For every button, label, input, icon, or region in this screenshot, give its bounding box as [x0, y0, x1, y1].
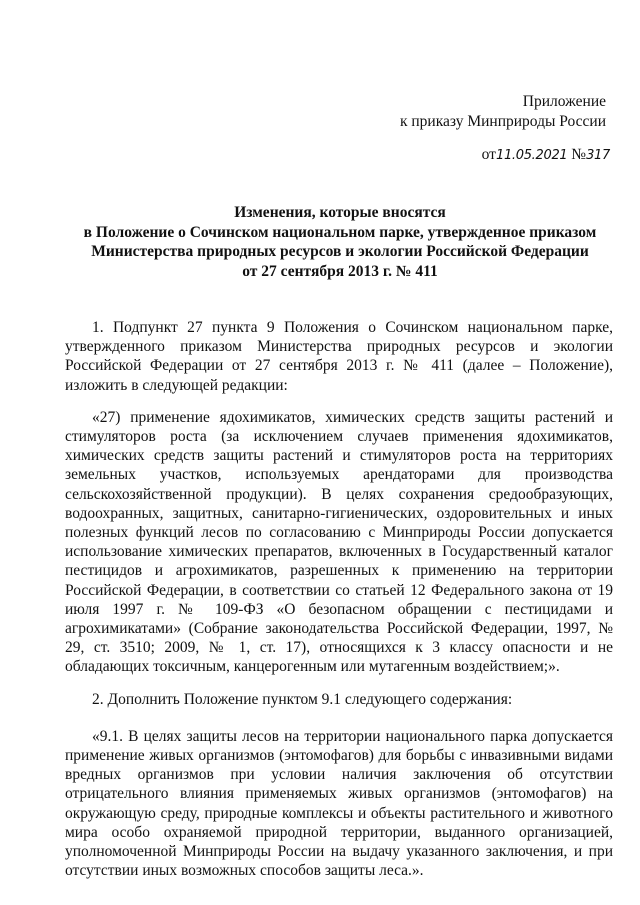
attachment-header	[400, 92, 606, 132]
item-1-paragraph: 1. Подпункт 27 пункта 9 Положения о Сочинском национальном парке, утвержденного приказом Министерства природных ресурсов и экологии Российской Федерации от 27 сентября 2013 г. № 411 (далее – Положение), изложить в следующей редакции:	[65, 319, 613, 394]
attachment-line-1: Приложение	[522, 93, 606, 110]
order-reference	[482, 146, 610, 164]
order-ref-prefix: от	[481, 146, 496, 163]
item-2-quote-paragraph: «9.1. В целях защиты лесов на территории национального парка допускается применение живых организмов (энтомофагов) для борьбы с инвазивными видами вредных организмов при условии наличия заключения об отсутствии отрицательного влияния применяемых живых организмов (энтомофагов) на окружающую среду, природные комплексы и объекты растительного и животного мира особо охраняемой природной территории, выданного организацией, уполномоченной Минприроды России на выдачу указанного заключения, и при отсутствии иных возможных способов защиты леса.».	[65, 727, 613, 880]
item-1-quote-paragraph: «27) применение ядохимикатов, химических средств защиты растений и стимуляторов роста (за исключением случаев применения ядохимикатов, химических средств защиты растений и стимуляторов роста на территориях земельных участков, используемых арендаторами для производства сельскохозяйственной продукции). В целях сохранения средообразующих, водоохранных, защитных, санитарно-гигиенических, оздоровительных и иных полезных функций лесов по согласованию с Минприроды России допускается использование химических препаратов, включенных в Государственный каталог пестицидов и агрохимикатов, разрешенных к применению на территории Российской Федерации, в соответствии со статьей 12 Федерального закона от 19 июля 1997 г. № 109-ФЗ «О безопасном обращении с пестицидами и агрохимикатами» (Собрание законодательства Российской Федерации, 1997, № 29, ст. 3510; 2009, № 1, ст. 17), относящихся к 3 классу опасности и не обладающих токсичным, канцерогенным или мутагенным воздействием;».	[65, 408, 613, 676]
order-number-prefix: №	[571, 146, 587, 163]
title-line-3: Министерства природных ресурсов и экологии Российской Федерации	[91, 243, 589, 260]
document-body	[65, 318, 613, 893]
title-line-4: от 27 сентября 2013 г. № 411	[242, 262, 438, 280]
title-line-2: в Положение о Сочинском национальном парке, утвержденное приказом	[83, 223, 597, 241]
title-line-1: Изменения, которые вносятся	[234, 204, 446, 221]
attachment-line-2: к приказу Минприроды России	[399, 113, 606, 130]
document-title	[60, 203, 620, 281]
order-number-handwritten: 317	[586, 148, 610, 163]
item-2-paragraph: 2. Дополнить Положение пунктом 9.1 следующего содержания:	[92, 690, 513, 708]
order-date-handwritten: 11.05.2021	[495, 148, 568, 163]
